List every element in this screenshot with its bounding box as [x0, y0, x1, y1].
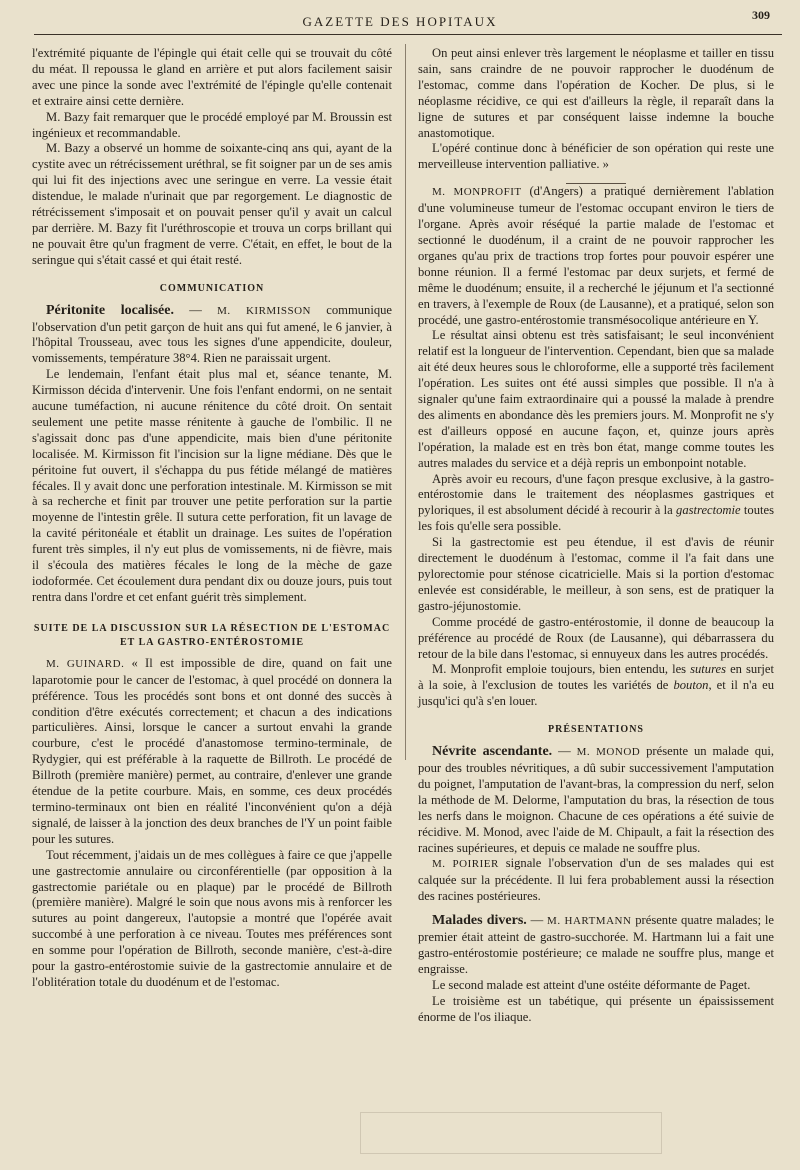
speaker-name: M. HARTMANN	[547, 915, 632, 928]
paragraph: On peut ainsi enlever très largement le néoplasme et tailler en tissu sain, sans craindre de ne pouvoir rapprocher le duodénum de l'estomac, comme dans l'opération de Kocher. De plus, si le néoplasme récidive, ce qui est d'ailleurs la règle, il reparaît dans la ligne de sutures et par conséquent laisse indemne la bouche anastomotique.	[418, 46, 774, 140]
emphasis: bouton	[673, 678, 709, 693]
library-stamp-watermark	[360, 1112, 662, 1154]
speaker-name: M. MONOD	[576, 746, 641, 759]
paragraph: Le résultat ainsi obtenu est très satisfaisant; le seul inconvénient relatif est la longueur de l'intervention. Cependant, bien que sa malade ait été deux heures sous le chloroforme, elle a supporté très facilement l'opération. Les suites ont été aussi simples que possible. Il n'a à signaler qu'une faim extraordinaire qui a poussé la malade à prendre des aliments en abondance dès les premiers jours. M. Monprofit ne s'y est d'ailleurs opposé en aucune façon, et, quinze jours après l'opération, la malade est en très bon état, mange comme toutes les autres malades du service et a déjà repris un embonpoint notable.	[418, 328, 774, 470]
paragraph	[418, 913, 774, 978]
paragraph-text: toutes les fois qu'elle sera possible.	[418, 503, 775, 534]
paragraph-text: présente quatre malades; le premier était atteint de gastro-succhorée. M. Hartmann lui a fait une gastro-entérostomie postérieure; ce malade ne souffre plus, mange et engraisse.	[418, 913, 774, 976]
emphasis: sutures	[690, 662, 727, 677]
paragraph: Comme procédé de gastro-entérostomie, il donne de beaucoup la préférence au procédé de Roux (de Lausanne), qui débarrassera du retour de la bile dans l'estomac, si ennuyeux dans les autres procédés.	[418, 614, 774, 661]
dash: —	[173, 302, 218, 317]
paragraph: l'extrémité piquante de l'épingle qui était celle qui se trouvait du côté du méat. Il repoussa le gland en arrière et put alors facilement saisir avec une pince la sonde avec l'extrémité de l'épingle qu'elle contenait et extraire ainsi cette dernière.	[32, 46, 392, 108]
heading-line: SUITE DE LA DISCUSSION SUR LA RÉSECTION DE L'ESTOMAC	[33, 622, 391, 634]
heading-line: ET LA GASTRO-ENTÉROSTOMIE	[119, 636, 305, 648]
page-number: 309	[752, 8, 770, 22]
speaker-name: M. GUINARD.	[46, 657, 125, 670]
paragraph	[418, 184, 774, 328]
paragraph: Le lendemain, l'enfant était plus mal et, séance tenante, M. Kirmisson décida d'intervenir. Une fois l'enfant endormi, on ne sentait aucune tuméfaction, ni aucune rénitence du côté droit. On sentait seulement une petite masse rénitente à gauche de l'ombilic. Il ne s'agissait donc pas d'une appendicite, mais bien d'une péritonite localisée. M. Kirmisson fit l'incision sur la ligne médiane. Dès que le péritoine fut ouvert, il s'échappa du pus fétide mélangé de matières fécales. Il y avait donc une perforation intestinale. M. Kirmisson se mit à sa recherche et finit par trouver une petite perforation sur la partie moyenne de l'intestin grêle. Il sutura cette perforation, fit un lavage de la cavité péritonéale et établit un drainage. Les suites de l'opération furent très simples, il n'y eut plus de vomissements, ni de fièvre, mais il s'écoula des matières fécales le long de la mèche de gaze iodoformée. Cet écoulement dura pendant dix ou douze jours, puis tout rentra dans l'ordre et cet enfant guérit très simplement.	[32, 367, 392, 604]
paragraph-text: a observé un homme de soixante-cinq ans qui, ayant de la cystite avec un rétrécissement uréthral, se fit soigner par un de ses amis qui lui fit des injections avec une seringue en verre. La vessie était distendue, le malade n'urinait que par regorgement. Le diagnostic de rétrécissement s'imposait et on pouvait penser qu'il y avait un calcul par derrière. M. Bazy fit l'uréthroscopie et trouva un corps brillant qui ne pouvait être qu'un fragment de verre. C'était, en effet, le bout de la seringue qui s'était cassé et qui était resté.	[32, 141, 392, 267]
article-title: Malades divers.	[432, 913, 527, 929]
paragraph-text: communique l'observation d'un petit garçon de huit ans qui fut amené, le 6 janvier, à l'hôpital Trousseau, avec tous les signes d'une appendicite, douleur, vomissements, température 38°4. Rien ne paraissait urgent.	[32, 302, 393, 366]
paragraph-text: présente un malade qui, pour des troubles névritiques, a dû subir successivement l'amputation du poignet, l'amputation de l'avant-bras, la compression du nerf, selon la méthode de M. Delorme, l'amputation du bras, la résection de tous les nerfs dans le moignon. Chacune de ces opérations a été suivie de récidive. M. Monod, avec l'aide de M. Chipault, a fait la résection des racines supérieures, et depuis ce malade ne souffre plus.	[418, 744, 775, 855]
paragraph: Si la gastrectomie est peu étendue, il est d'avis de réunir directement le duodénum à l'estomac, comme il l'a fait dans une pylorectomie pour sténose cicatricielle. Mais si la portion d'estomac enlevée est considérable, le meilleur, à son sens, est de pratiquer la gastro-jéjunostomie.	[418, 535, 774, 613]
left-column	[32, 46, 392, 991]
running-head	[0, 8, 800, 30]
dash: —	[526, 913, 548, 928]
journal-title: GAZETTE DES HOPITAUX	[302, 14, 498, 29]
section-heading-communication: COMMUNICATION	[159, 282, 265, 294]
paragraph: Le troisième est un tabétique, qui présente un épaississement énorme de l'os iliaque.	[418, 993, 774, 1024]
paragraph-text: M. Monprofit emploie toujours, bien entendu, les	[432, 662, 691, 677]
paragraph-text: Après avoir eu recours, d'une façon presque exclusive, à la gastro-entérostomie dans le traitement des néoplasmes gastriques et pyloriques, il est absolument décidé à recourir à la	[418, 471, 774, 518]
article-title: Péritonite localisée.	[46, 302, 174, 318]
column-divider	[405, 44, 406, 760]
paragraph-text: signale l'observation d'un de ses malades qui est calquée sur la précédente. Il lui fera probablement aussi la résection des racines postérieures.	[418, 856, 775, 904]
paragraph-text: en surjet à la soie, à l'exclusion de toutes les variétés de	[418, 662, 774, 693]
paragraph	[418, 662, 774, 710]
header-rule	[34, 34, 782, 35]
paragraph-text: , et il n'a eu jusqu'ici qu'à s'en louer.	[418, 678, 774, 709]
speaker-name: M. KIRMISSON	[217, 304, 311, 317]
paragraph-text: (d'Angers) a pratiqué dernièrement l'ablation d'une volumineuse tumeur de l'estomac occupant environ le tiers de l'organe. Après avoir réséqué la partie malade de l'estomac et sectionné le duodénum, il a craint de ne pouvoir rapprocher les organes qu'au prix de tractions trop fortes pour pouvoir espérer une bonne réunion. Il a fermé l'estomac par deux surjets, et fermé de même le duodénum; ensuite, il a recherché le jéjunum et l'a sectionné en travers, à l'exemple de Roux (de Lausanne), et a pratiqué, selon son procédé, une gastro-entérostomie transmésocolique antérieure en Y.	[418, 184, 774, 327]
emphasis: gastrectomie	[676, 503, 741, 518]
section-heading-presentations: PRÉSENTATIONS	[548, 724, 644, 736]
paragraph	[418, 856, 774, 905]
section-heading-suite	[32, 622, 392, 650]
speaker-name: M. Bazy	[46, 141, 91, 156]
speaker-name: M. POIRIER	[432, 858, 499, 871]
paragraph	[32, 141, 392, 268]
dash: —	[552, 744, 577, 759]
paragraph: Le second malade est atteint d'une ostéite déformante de Paget.	[432, 977, 751, 992]
article-title: Névrite ascendante.	[432, 744, 553, 760]
right-column	[418, 46, 774, 1025]
paragraph	[32, 303, 392, 368]
paragraph: L'opéré continue donc à bénéficier de son opération qui reste une merveilleuse intervention palliative. »	[418, 141, 774, 172]
paragraph	[32, 110, 392, 142]
speaker-name: M. MONPROFIT	[432, 186, 522, 199]
paragraph	[418, 472, 774, 536]
paragraph-text: « Il est impossible de dire, quand on fait une laparotomie pour le cancer de l'estomac, à quel procédé on donnera la préférence. Tous les procédés sont bons et ont donné des succès à condition d'être exécutés correctement; et chacun a des indications particulières. Ainsi, lorsque le cancer a surtout envahi la grande courbure, c'est le procédé d'anastomose termino-terminale, de Rydygier, qui est préférable à la raquette de Billroth. Le procédé de Billroth (première manière) permet, au contraire, d'enlever une grande étendue de la petite courbure. Mais, en somme, ces deux procédés termino-terminaux ont bien en réalité l'inconvénient qu'on a déjà signalé, de laisser à la jonction des deux branches de l'Y un point faible pour les sutures.	[32, 655, 392, 846]
paragraph	[418, 744, 774, 856]
paragraph: Tout récemment, j'aidais un de mes collègues à faire ce que j'appelle une gastrectomie annulaire ou circonférentielle (par opposition à la gastrectomie pariétale ou en plaque) par le procédé de Billroth (première manière). Malgré le soin que nous avons mis à renforcer les sutures au point dangereux, l'autopsie a montré que l'opérée avait succombé à une perforation à ce niveau. Toutes mes préférences sont en somme pour l'opération de Billroth, seconde manière, c'est-à-dire pour la gastro-entérostomie suivie de la gastrectomie annulaire et de l'oblitération totale du duodénum et de l'estomac.	[32, 847, 392, 989]
paragraph	[32, 656, 392, 848]
speaker-name: M. Bazy	[46, 109, 90, 124]
paragraph-text: fait remarquer que le procédé employé par M. Broussin est ingénieux et recommandable.	[32, 109, 392, 140]
